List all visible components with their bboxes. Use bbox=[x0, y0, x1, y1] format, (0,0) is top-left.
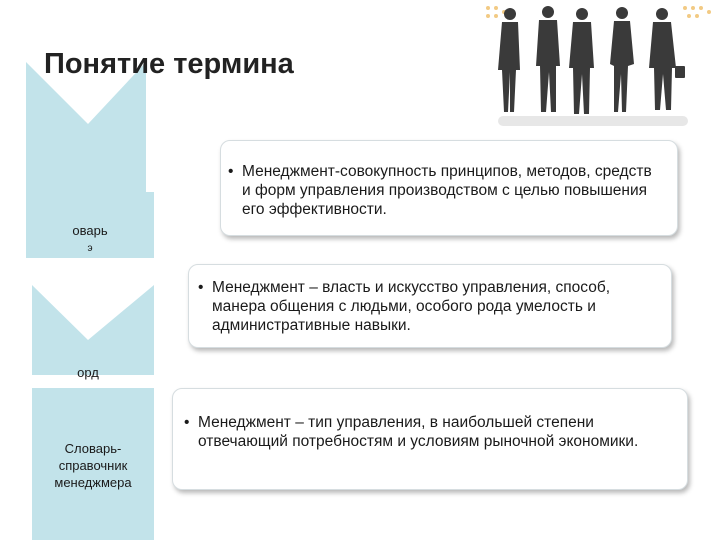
definition-text-1 bbox=[228, 162, 664, 219]
side-label-third-text: Словарь-справочник менеджмера bbox=[54, 441, 132, 490]
person-5 bbox=[649, 8, 685, 110]
side-label-second bbox=[68, 364, 108, 381]
definition-body-3: Менеджмент – тип управления, в наибольшей степени отвечающий потребностям и условиям рыночной экономики. bbox=[198, 414, 639, 450]
definition-body-2: Менеджмент – власть и искусство управления, способ, манера общения с людьми, особого рода умелость и административные навыки. bbox=[212, 279, 611, 334]
person-4 bbox=[610, 7, 634, 112]
side-label-third bbox=[32, 440, 154, 491]
slide-title: Понятие термина bbox=[44, 48, 294, 80]
definition-text-3 bbox=[184, 413, 676, 451]
definition-body-1: Менеджмент-совокупность принципов, методов, средств и форм управления производством с целью повышения его эффективности. bbox=[242, 163, 652, 218]
bullet-1: • bbox=[228, 163, 234, 180]
bullet-3: • bbox=[184, 414, 190, 431]
person-3 bbox=[569, 8, 594, 114]
side-label-second-text: орд bbox=[77, 365, 99, 380]
business-people-image bbox=[470, 0, 720, 140]
bullet-2: • bbox=[198, 279, 204, 296]
side-label-first-sub-text: э bbox=[87, 243, 93, 254]
side-label-first bbox=[60, 222, 120, 239]
silhouettes bbox=[498, 6, 685, 114]
dots-decoration bbox=[486, 6, 711, 18]
person-2 bbox=[536, 6, 560, 112]
definition-text-2 bbox=[198, 278, 650, 335]
side-label-first-text: оварь bbox=[72, 223, 108, 238]
chevron-shape-2 bbox=[32, 285, 154, 375]
side-label-first-sub bbox=[80, 240, 100, 257]
silhouettes-reflection bbox=[498, 116, 688, 126]
person-1 bbox=[498, 8, 520, 112]
